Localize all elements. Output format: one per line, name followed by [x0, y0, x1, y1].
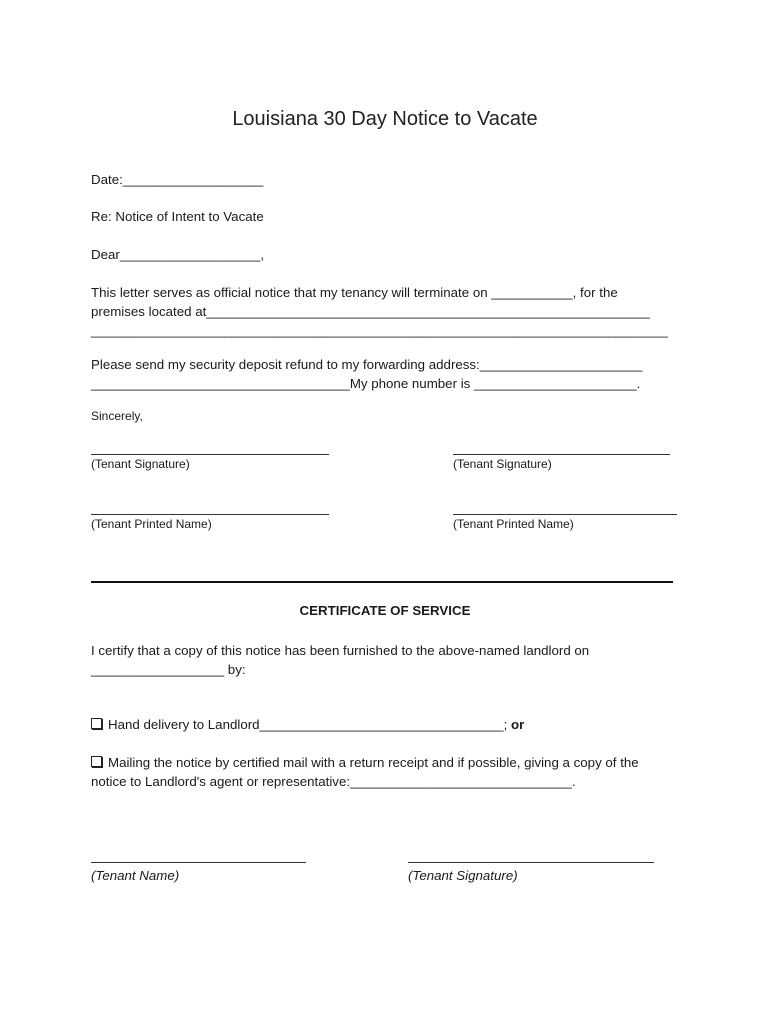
certificate-intro-line-2: __________________ by:: [91, 662, 246, 677]
mail-option-text-1: Mailing the notice by certified mail with a return receipt and if possible, giving a copy of the: [108, 755, 639, 770]
mail-option-line-1: [91, 753, 639, 772]
right-signature-line: [453, 454, 670, 455]
salutation-line: Dear___________________,: [91, 247, 265, 262]
termination-paragraph-line-1: This letter serves as official notice that my tenancy will terminate on ___________, for the: [91, 285, 618, 300]
deposit-paragraph-line-2: ___________________________________My phone number is ______________________.: [91, 376, 641, 391]
re-line: Re: Notice of Intent to Vacate: [91, 209, 264, 224]
right-signature-label: (Tenant Signature): [453, 457, 552, 471]
hand-delivery-or: or: [510, 717, 525, 732]
bottom-tenant-signature-line: [408, 862, 654, 863]
left-printed-name-label: (Tenant Printed Name): [91, 517, 212, 531]
hand-delivery-text: Hand delivery to Landlord_________________________________;: [108, 717, 508, 732]
page-title: Louisiana 30 Day Notice to Vacate: [232, 108, 538, 130]
termination-paragraph-line-3: ______________________________________________________________________________: [91, 323, 668, 338]
bottom-tenant-name-label: (Tenant Name): [91, 868, 180, 883]
right-printed-name-label: (Tenant Printed Name): [453, 517, 574, 531]
certificate-heading: CERTIFICATE OF SERVICE: [299, 603, 471, 618]
bottom-tenant-signature-label: (Tenant Signature): [408, 868, 518, 883]
termination-paragraph-line-2: premises located at____________________________________________________________: [91, 304, 651, 319]
checkbox-icon[interactable]: [91, 718, 102, 729]
right-printed-name-line: [453, 514, 677, 515]
mail-option-line-2: notice to Landlord's agent or representative:______________________________.: [91, 774, 576, 789]
left-signature-label: (Tenant Signature): [91, 457, 190, 471]
bottom-tenant-name-line: [91, 862, 306, 863]
certificate-intro-line-1: I certify that a copy of this notice has been furnished to the above-named landlord on: [91, 643, 590, 658]
closing-text: Sincerely,: [91, 409, 143, 423]
date-line: Date:___________________: [91, 172, 264, 187]
deposit-paragraph-line-1: Please send my security deposit refund to my forwarding address:______________________: [91, 357, 643, 372]
left-signature-line: [91, 454, 329, 455]
left-printed-name-line: [91, 514, 329, 515]
section-divider: [91, 581, 673, 583]
hand-delivery-option: [91, 715, 524, 734]
checkbox-icon[interactable]: [91, 756, 102, 767]
